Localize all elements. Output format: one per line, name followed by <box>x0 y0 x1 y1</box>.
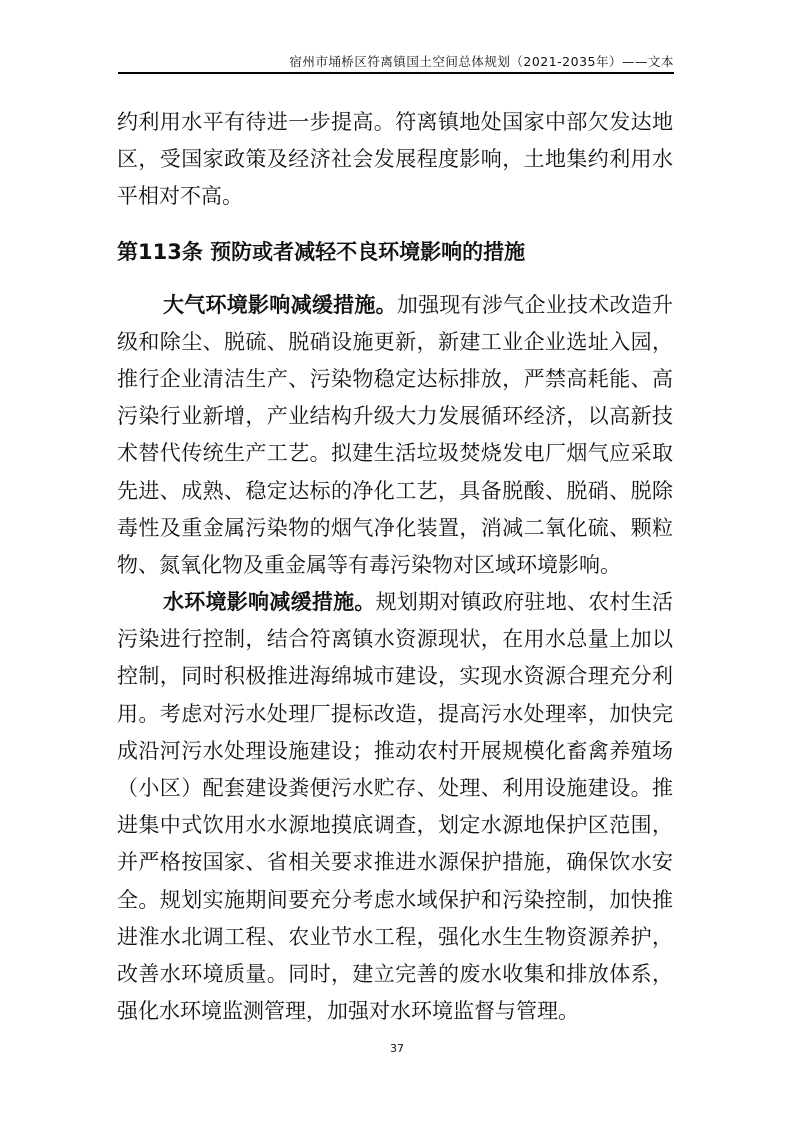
document-body <box>117 104 673 1030</box>
page-number: 37 <box>390 1042 404 1055</box>
paragraph-water-mitigation <box>117 584 673 1030</box>
text-line: 全。规划实施期间要充分考虑水域保护和污染控制，加快推 <box>117 887 673 912</box>
text-line: 用。考虑对污水处理厂提标改造，提高污水处理率，加快完 <box>117 701 673 726</box>
text-line: 区，受国家政策及经济社会发展程度影响，土地集约利用水 <box>117 147 673 172</box>
text-line: 级和除尘、脱硫、脱硝设施更新，新建工业企业选址入园， <box>117 329 673 354</box>
paragraph-lead: 大气环境影响减缓措施。 <box>163 292 397 317</box>
text-line: 先进、成熟、稳定达标的净化工艺，具备脱酸、脱硝、脱除 <box>117 478 673 503</box>
text-line: 并严格按国家、省相关要求推进水源保护措施，确保饮水安 <box>117 850 673 875</box>
text-line: 污染进行控制，结合符离镇水资源现状，在用水总量上加以 <box>117 627 673 652</box>
text-line: 进淮水北调工程、农业节水工程，强化水生生物资源养护， <box>117 924 673 949</box>
text-line: 成沿河污水处理设施建设；推动农村开展规模化畜禽养殖场 <box>117 738 673 763</box>
text-span: 规划期对镇政府驻地、农村生活 <box>375 590 673 615</box>
text-line: （小区）配套建设粪便污水贮存、处理、利用设施建设。推 <box>117 776 673 800</box>
text-line: 约利用水平有待进一步提高。符离镇地处国家中部欠发达地 <box>117 110 673 134</box>
paragraph-air-mitigation <box>117 287 673 585</box>
article-heading: 第113条 预防或者减轻不良环境影响的措施 <box>117 239 526 264</box>
text-line: 毒性及重金属污染物的烟气净化装置，消减二氧化硫、颗粒 <box>117 515 673 540</box>
header-rule <box>118 72 674 74</box>
text-line: 污染行业新增，产业结构升级大力发展循环经济，以高新技 <box>117 404 673 429</box>
text-line: 强化水环境监测管理，加强对水环境监督与管理。 <box>117 999 579 1024</box>
text-line: 推行企业清洁生产、污染物稳定达标排放，严禁高耗能、高 <box>117 366 673 391</box>
text-line <box>117 584 673 621</box>
text-line: 物、氮氧化物及重金属等有毒污染物对区域环境影响。 <box>117 552 621 577</box>
text-line: 进集中式饮用水水源地摸底调查，划定水源地保护区范围， <box>117 813 673 838</box>
text-span: 加强现有涉气企业技术改造升 <box>396 292 673 317</box>
running-header: 宿州市埇桥区符离镇国土空间总体规划（2021-2035年）——文本 <box>289 54 674 69</box>
paragraph-land-use <box>117 104 673 216</box>
paragraph-lead: 水环境影响减缓措施。 <box>163 590 376 615</box>
text-line: 改善水环境质量。同时，建立完善的废水收集和排放体系， <box>117 961 673 986</box>
text-line: 控制，同时积极推进海绵城市建设，实现水资源合理充分利 <box>117 664 673 689</box>
text-line: 术替代传统生产工艺。拟建生活垃圾焚烧发电厂烟气应采取 <box>117 441 673 466</box>
text-line <box>117 287 673 324</box>
text-line: 平相对不高。 <box>117 184 243 209</box>
